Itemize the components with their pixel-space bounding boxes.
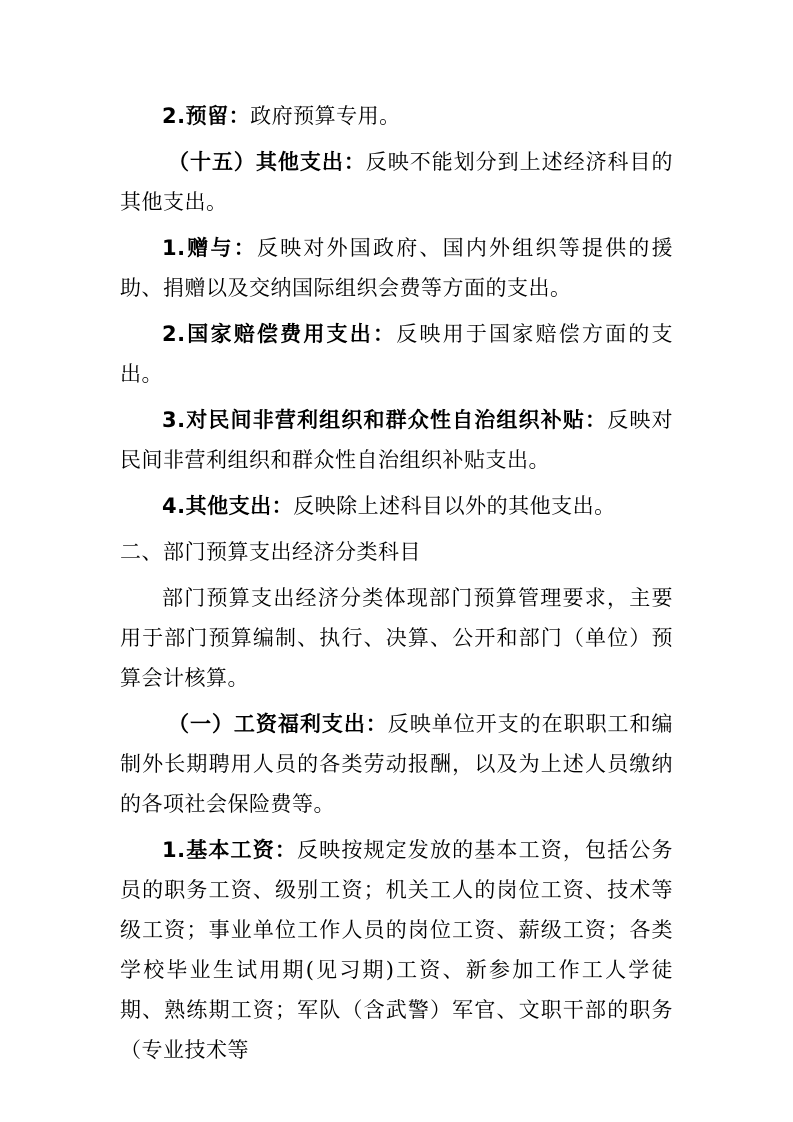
paragraph-state-compensation bbox=[120, 314, 673, 394]
paragraph-other-expenditure bbox=[120, 142, 673, 222]
paragraph-text: 反映用于国家赔偿方面的支出。 bbox=[120, 322, 673, 386]
paragraph-text: 反映按规定发放的基本工资，包括公务员的职务工资、级别工资；机关工人的岗位工资、技术等级工资；事业单位工作人员的岗位工资、薪级工资；各类学校毕业生试用期(见习期)工资、新参加工作工人学徒期、熟练期工资；军队（含武警）军官、文职干部的职务（专业技术等 bbox=[120, 838, 674, 1062]
paragraph-text: 反映除上述科目以外的其他支出。 bbox=[293, 494, 616, 518]
paragraph-text: 政府预算专用。 bbox=[250, 104, 401, 128]
paragraph-label: 3.对民间非营利组织和群众性自治组织补贴： bbox=[162, 408, 608, 432]
paragraph-label: 4.其他支出： bbox=[162, 494, 294, 518]
section-heading: 二、部门预算支出经济分类科目 bbox=[120, 540, 421, 564]
paragraph-other bbox=[120, 486, 673, 526]
paragraph-wage-welfare bbox=[120, 704, 673, 824]
paragraph-basic-wage bbox=[120, 830, 673, 1070]
paragraph-nonprofit-subsidy bbox=[120, 400, 673, 480]
paragraph-label: 1.赠与： bbox=[162, 236, 257, 260]
paragraph-reserve bbox=[120, 96, 673, 136]
paragraph-label: 1.基本工资： bbox=[162, 838, 298, 862]
paragraph-donation bbox=[120, 228, 673, 308]
paragraph-label: 2.国家赔偿费用支出： bbox=[162, 322, 397, 346]
paragraph-label: （一）工资福利支出： bbox=[168, 712, 388, 736]
paragraph-text: 反映对民间非营利组织和群众性自治组织补贴支出。 bbox=[120, 408, 673, 472]
paragraph-text: 反映不能划分到上述经济科目的其他支出。 bbox=[120, 150, 674, 214]
document-body bbox=[120, 96, 673, 1070]
paragraph-label: （十五）其他支出： bbox=[168, 150, 366, 174]
paragraph-intro: 部门预算支出经济分类体现部门预算管理要求，主要用于部门预算编制、执行、决算、公开和部门（单位）预算会计核算。 bbox=[120, 586, 673, 690]
paragraph-label: 2.预留： bbox=[162, 104, 251, 128]
paragraph-text: 反映对外国政府、国内外组织等提供的援助、捐赠以及交纳国际组织会费等方面的支出。 bbox=[120, 236, 674, 300]
paragraph-text: 反映单位开支的在职职工和编制外长期聘用人员的各类劳动报酬，以及为上述人员缴纳的各项社会保险费等。 bbox=[120, 712, 674, 816]
